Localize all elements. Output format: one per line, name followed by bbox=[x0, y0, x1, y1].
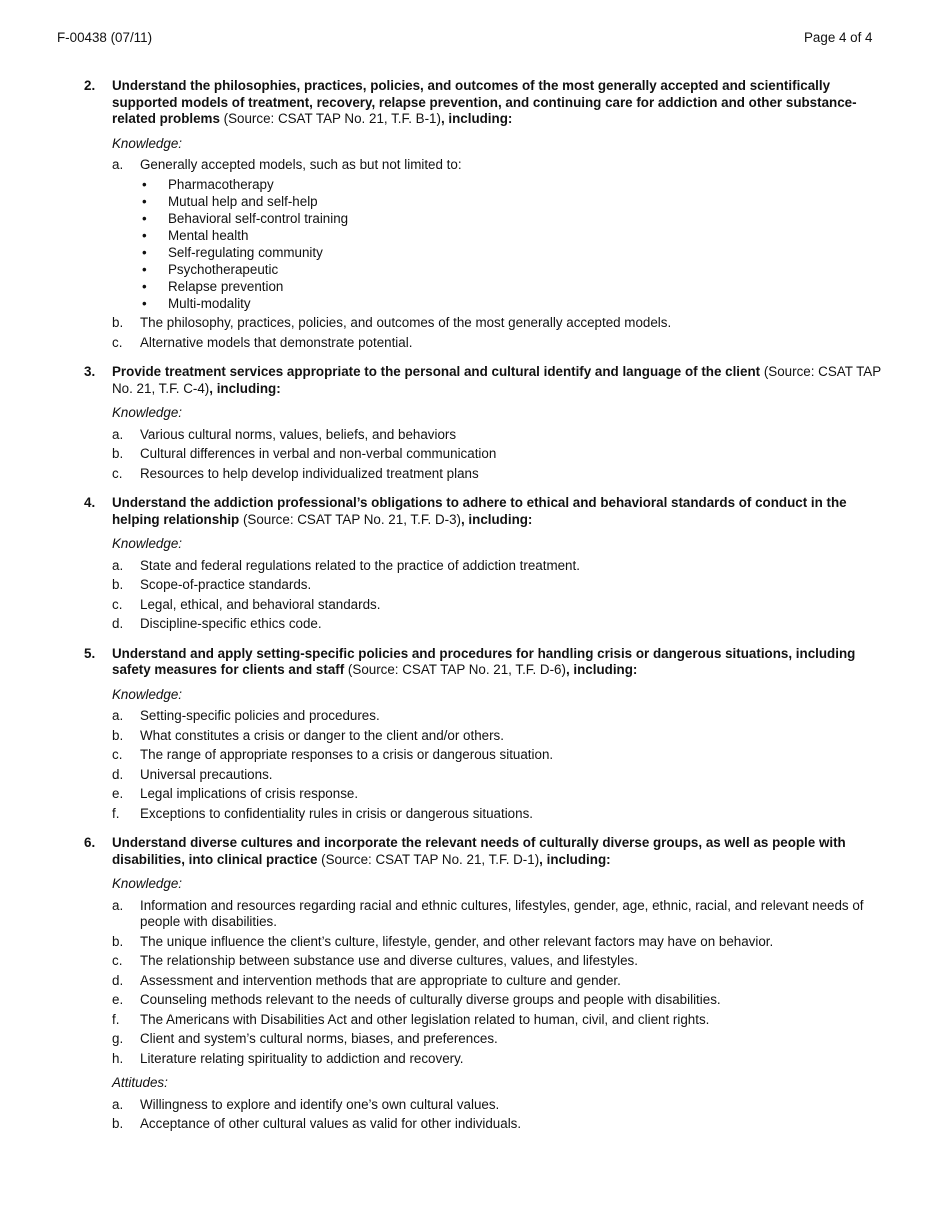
item-letter: d. bbox=[112, 616, 124, 631]
knowledge-label: Knowledge: bbox=[112, 876, 182, 891]
list-item bbox=[112, 577, 896, 594]
bullet-item bbox=[140, 262, 896, 279]
section-number: 3. bbox=[84, 364, 96, 379]
heading-bold: Understand the philosophies, practices, policies, and outcomes of the most generally accepted and scientifically supported models of treatment, recovery, relapse prevention, and continuing care for addiction and other substance-related problems bbox=[112, 78, 857, 126]
list-item bbox=[112, 616, 896, 633]
list-item bbox=[112, 934, 896, 951]
item-letter: a. bbox=[112, 557, 124, 573]
section-2 bbox=[84, 78, 896, 351]
item-text: Scope-of-practice standards. bbox=[140, 577, 312, 592]
heading-source: (Source: CSAT TAP No. 21, T.F. B-1) bbox=[219, 111, 441, 126]
heading-source: (Source: CSAT TAP No. 21, T.F. D-6) bbox=[344, 662, 566, 677]
bullet-icon: • bbox=[142, 193, 147, 209]
heading-bold: Provide treatment services appropriate to the personal and cultural identify and language of the client bbox=[112, 364, 761, 379]
item-letter: c. bbox=[112, 465, 123, 481]
bullet-icon: • bbox=[142, 261, 147, 277]
list-item bbox=[112, 898, 896, 931]
item-text: Acceptance of other cultural values as valid for other individuals. bbox=[140, 1116, 522, 1131]
heading-source: (Source: CSAT TAP No. 21, T.F. D-1) bbox=[317, 851, 540, 867]
item-letter: b. bbox=[112, 446, 124, 461]
item-letter: a. bbox=[112, 708, 124, 723]
knowledge-label: Knowledge: bbox=[112, 135, 182, 151]
item-text: Resources to help develop individualized treatment plans bbox=[140, 465, 479, 481]
item-letter: c. bbox=[112, 334, 123, 350]
item-letter: h. bbox=[112, 1050, 124, 1066]
heading-including: , including: bbox=[539, 851, 611, 867]
section-6 bbox=[84, 835, 896, 1133]
list-item bbox=[112, 597, 896, 614]
item-text: Discipline-specific ethics code. bbox=[140, 616, 322, 631]
heading-source: (Source: CSAT TAP No. 21, T.F. D-3) bbox=[239, 511, 461, 527]
item-text: Alternative models that demonstrate potential. bbox=[140, 334, 413, 350]
model-bullet-list bbox=[140, 177, 896, 313]
item-text: Legal, ethical, and behavioral standards. bbox=[140, 596, 381, 612]
item-text: Various cultural norms, values, beliefs, and behaviors bbox=[140, 426, 457, 442]
item-letter: c. bbox=[112, 596, 123, 612]
section-heading bbox=[112, 835, 896, 868]
knowledge-label: Knowledge: bbox=[112, 536, 182, 551]
list-item bbox=[112, 446, 896, 463]
section-heading bbox=[112, 78, 896, 128]
item-letter: b. bbox=[112, 1116, 124, 1131]
section-heading bbox=[112, 646, 896, 679]
item-text: Willingness to explore and identify one’s own cultural values. bbox=[140, 1096, 500, 1112]
item-text: The relationship between substance use and diverse cultures, values, and lifestyles. bbox=[140, 953, 638, 968]
list-item bbox=[112, 953, 896, 970]
list-item bbox=[112, 558, 896, 575]
heading-bold: Understand the addiction professional’s obligations to adhere to ethical and behavioral standards of conduct in the helping relationship bbox=[112, 495, 847, 527]
item-text: Setting-specific policies and procedures. bbox=[140, 708, 380, 723]
item-letter: g. bbox=[112, 1031, 124, 1046]
list-item bbox=[112, 728, 896, 745]
bullet-text: Pharmacotherapy bbox=[168, 176, 274, 192]
bullet-icon: • bbox=[142, 176, 147, 192]
list-item bbox=[112, 1031, 896, 1048]
item-letter: a. bbox=[112, 157, 124, 172]
bullet-icon: • bbox=[142, 227, 147, 243]
item-letter: a. bbox=[112, 897, 124, 913]
item-text: Client and system’s cultural norms, biases, and preferences. bbox=[140, 1031, 498, 1046]
list-item bbox=[112, 466, 896, 483]
knowledge-label: Knowledge: bbox=[112, 686, 182, 702]
item-text: The range of appropriate responses to a crisis or dangerous situation. bbox=[140, 747, 554, 762]
list-item bbox=[112, 1012, 896, 1029]
bullet-icon: • bbox=[142, 278, 147, 294]
bullet-item bbox=[140, 194, 896, 211]
heading-including: , including: bbox=[209, 380, 281, 396]
page-number: Page 4 of 4 bbox=[804, 30, 873, 45]
item-letter: b. bbox=[112, 933, 124, 949]
item-text: Information and resources regarding racial and ethnic cultures, lifestyles, gender, age, ethnic, racial, and relevant needs of people with disabilities. bbox=[140, 897, 864, 929]
item-text: Counseling methods relevant to the needs of culturally diverse groups and people with disabilities. bbox=[140, 992, 721, 1007]
bullet-item bbox=[140, 279, 896, 296]
item-text: The Americans with Disabilities Act and other legislation related to human, civil, and client rights. bbox=[140, 1011, 710, 1027]
section-5 bbox=[84, 646, 896, 823]
bullet-text: Psychotherapeutic bbox=[168, 261, 279, 277]
item-text: Exceptions to confidentiality rules in crisis or dangerous situations. bbox=[140, 805, 533, 821]
item-letter: a. bbox=[112, 426, 124, 442]
heading-including: , including: bbox=[440, 111, 513, 126]
heading-source: (Source: CSAT TAP No. 21, T.F. C-4) bbox=[112, 364, 881, 396]
bullet-item bbox=[140, 211, 896, 228]
section-number: 2. bbox=[84, 78, 96, 93]
item-letter: b. bbox=[112, 727, 124, 743]
bullet-text: Mental health bbox=[168, 227, 249, 243]
heading-bold: Understand diverse cultures and incorporate the relevant needs of culturally diverse groups, as well as people with disabilities, into clinical practice bbox=[112, 835, 846, 867]
attitudes-label: Attitudes: bbox=[112, 1075, 168, 1090]
bullet-item bbox=[140, 177, 896, 194]
section-number: 4. bbox=[84, 495, 96, 510]
list-item bbox=[112, 315, 896, 332]
item-text: Assessment and intervention methods that are appropriate to culture and gender. bbox=[140, 972, 621, 988]
document-body bbox=[84, 78, 896, 1142]
list-item bbox=[112, 708, 896, 725]
bullet-text: Behavioral self-control training bbox=[168, 210, 349, 226]
section-3 bbox=[84, 364, 896, 482]
bullet-item bbox=[140, 296, 896, 313]
item-letter: f. bbox=[112, 805, 120, 821]
item-text: Legal implications of crisis response. bbox=[140, 786, 359, 801]
bullet-icon: • bbox=[142, 210, 147, 226]
section-4 bbox=[84, 495, 896, 633]
list-item bbox=[112, 157, 896, 312]
item-letter: c. bbox=[112, 747, 123, 762]
list-item bbox=[112, 427, 896, 444]
list-item bbox=[112, 973, 896, 990]
bullet-text: Self-regulating community bbox=[168, 244, 323, 260]
bullet-icon: • bbox=[142, 295, 147, 311]
list-item bbox=[112, 335, 896, 352]
item-text: The philosophy, practices, policies, and outcomes of the most generally accepted models. bbox=[140, 315, 672, 330]
list-item bbox=[112, 1097, 896, 1114]
item-letter: b. bbox=[112, 315, 124, 330]
item-letter: d. bbox=[112, 766, 124, 782]
item-text: State and federal regulations related to the practice of addiction treatment. bbox=[140, 557, 580, 573]
item-text: Generally accepted models, such as but not limited to: bbox=[140, 157, 462, 172]
item-text: The unique influence the client’s culture, lifestyle, gender, and other relevant factors may have on behavior. bbox=[140, 933, 774, 949]
bullet-text: Relapse prevention bbox=[168, 278, 284, 294]
bullet-item bbox=[140, 245, 896, 262]
list-item bbox=[112, 1051, 896, 1068]
item-letter: c. bbox=[112, 953, 123, 968]
item-letter: a. bbox=[112, 1096, 124, 1112]
item-letter: f. bbox=[112, 1011, 120, 1027]
item-text: What constitutes a crisis or danger to the client and/or others. bbox=[140, 727, 504, 743]
knowledge-label: Knowledge: bbox=[112, 405, 182, 420]
list-item bbox=[112, 1116, 896, 1133]
list-item bbox=[112, 786, 896, 803]
heading-including: , including: bbox=[460, 511, 533, 527]
bullet-item bbox=[140, 228, 896, 245]
list-item bbox=[112, 806, 896, 823]
bullet-text: Multi-modality bbox=[168, 295, 251, 311]
item-letter: e. bbox=[112, 992, 124, 1007]
section-number: 6. bbox=[84, 835, 96, 850]
item-text: Cultural differences in verbal and non-verbal communication bbox=[140, 446, 497, 461]
bullet-text: Mutual help and self-help bbox=[168, 193, 318, 209]
form-id: F-00438 (07/11) bbox=[57, 30, 153, 45]
list-item bbox=[112, 767, 896, 784]
item-text: Literature relating spirituality to addiction and recovery. bbox=[140, 1050, 464, 1066]
list-item bbox=[112, 747, 896, 764]
section-number: 5. bbox=[84, 645, 96, 661]
heading-bold: Understand and apply setting-specific policies and procedures for handling crisis or dangerous situations, including safety measures for clients and staff bbox=[112, 645, 856, 677]
section-heading bbox=[112, 364, 896, 397]
item-letter: e. bbox=[112, 786, 124, 801]
section-heading bbox=[112, 495, 896, 528]
list-item bbox=[112, 992, 896, 1009]
item-letter: b. bbox=[112, 577, 124, 592]
bullet-icon: • bbox=[142, 244, 147, 260]
item-letter: d. bbox=[112, 972, 124, 988]
heading-including: , including: bbox=[565, 662, 638, 677]
item-text: Universal precautions. bbox=[140, 766, 273, 782]
